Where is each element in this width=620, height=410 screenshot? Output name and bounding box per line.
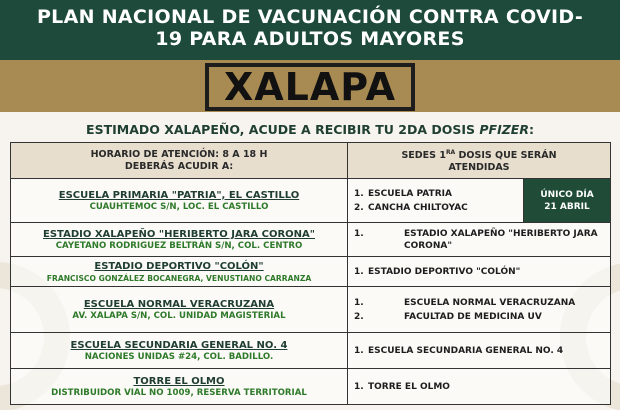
- header-text-post: DOSIS QUE SERÁN: [455, 150, 557, 162]
- item-text: ESTADIO XALAPEÑO "HERIBERTO JARA CORONA": [404, 228, 598, 251]
- header-text-pre: SEDES 1: [401, 150, 446, 162]
- site-name: TORRE EL OLMO: [133, 375, 225, 387]
- site-address: FRANCISCO GONZÁLEZ BOCANEGRA, VENUSTIANO CARRANZA: [46, 273, 312, 283]
- table-row: [11, 333, 611, 369]
- intro-message: ESTIMADO XALAPEÑO, ACUDE A RECIBIR TU 2DA DOSIS: [86, 122, 476, 137]
- schedule-header: [11, 143, 348, 179]
- badge-line2: 21 ABRIL: [544, 201, 590, 212]
- site-address: DISTRIBUIDOR VIAL NO 1009, RESERVA TERRITORIAL: [51, 387, 307, 398]
- item-text: ESCUELA NORMAL VERACRUZANA: [404, 297, 576, 308]
- site-address: CAYETANO RODRIGUEZ BELTRÁN S/N, COL. CENTRO: [55, 240, 303, 251]
- item-text: ESTADIO DEPORTIVO "COLÓN": [368, 266, 521, 277]
- intro-text: [0, 122, 620, 137]
- item-number: 1.: [354, 297, 364, 308]
- item-number: 1.: [354, 188, 364, 199]
- previous-sites-cell: [348, 333, 611, 369]
- site-name: ESCUELA PRIMARIA "PATRIA", EL CASTILLO: [58, 189, 300, 201]
- site-cell: [11, 179, 348, 223]
- table-row: [11, 369, 611, 405]
- table-row: [11, 179, 611, 223]
- item-number: 2.: [354, 202, 364, 213]
- site-address: NACIONES UNIDAS #24, COL. BADILLO.: [84, 351, 274, 362]
- city-title: XALAPA: [205, 63, 415, 111]
- site-address: AV. XALAPA S/N, COL. UNIDAD MAGISTERIAL: [72, 310, 286, 321]
- previous-sites-header-line2: ATENDIDAS: [448, 162, 510, 174]
- item-text: ESCUELA SECUNDARIA GENERAL NO. 4: [368, 345, 564, 356]
- sites-table: [10, 142, 611, 405]
- schedule-header-line1: HORARIO DE ATENCIÓN: 8 A 18 H: [90, 148, 268, 160]
- item-number: 1.: [354, 228, 364, 239]
- item-text: FACULTAD DE MEDICINA UV: [404, 311, 542, 322]
- site-address: CUAUHTEMOC S/N, LOC. EL CASTILLO: [89, 201, 269, 212]
- site-name: ESCUELA NORMAL VERACRUZANA: [83, 298, 275, 310]
- previous-sites-cell: [348, 223, 611, 257]
- intro-suffix: :: [528, 122, 534, 137]
- table-row: [11, 223, 611, 257]
- site-name: ESTADIO XALAPEÑO "HERIBERTO JARA CORONA": [43, 228, 315, 240]
- table-row: [11, 287, 611, 333]
- previous-sites-cell: [348, 369, 611, 405]
- item-number: 1.: [354, 345, 364, 356]
- header-title-line2: 19 PARA ADULTOS MAYORES: [155, 28, 465, 50]
- list-item: [354, 345, 604, 357]
- site-cell: [11, 287, 348, 333]
- previous-sites-header: [348, 143, 611, 179]
- site-cell: [11, 223, 348, 257]
- item-text: CANCHA CHILTOYAC: [368, 202, 468, 213]
- previous-sites-cell: [348, 287, 611, 333]
- item-text: ESCUELA PATRIA: [368, 188, 452, 199]
- list-item: [354, 381, 604, 393]
- table-header-row: [11, 143, 611, 179]
- site-name: ESTADIO DEPORTIVO "COLÓN": [94, 260, 264, 272]
- header-title-line1: PLAN NACIONAL DE VACUNACIÓN CONTRA COVID-: [36, 6, 584, 28]
- site-cell: [11, 257, 348, 287]
- header-superscript: RA: [445, 148, 456, 156]
- page-header: [0, 0, 620, 60]
- list-item: [354, 266, 604, 278]
- list-item: [354, 311, 604, 323]
- badge-line1: ÚNICO DÍA: [540, 189, 594, 200]
- table-row: [11, 257, 611, 287]
- vaccine-brand: PFIZER: [479, 122, 529, 137]
- previous-sites-cell: [348, 179, 524, 223]
- site-name: ESCUELA SECUNDARIA GENERAL NO. 4: [70, 339, 288, 351]
- list-item: [354, 228, 604, 252]
- site-cell: [11, 333, 348, 369]
- single-day-badge: [524, 179, 611, 223]
- previous-sites-cell: [348, 257, 611, 287]
- schedule-header-line2: DEBERÁS ACUDIR A:: [124, 160, 234, 172]
- site-cell: [11, 369, 348, 405]
- previous-sites-header-line1: [348, 147, 610, 162]
- list-item: [354, 188, 517, 200]
- list-item: [354, 202, 517, 214]
- item-number: 2.: [354, 311, 364, 322]
- list-item: [354, 297, 604, 309]
- item-number: 1.: [354, 266, 364, 277]
- item-text: TORRE EL OLMO: [368, 381, 450, 392]
- item-number: 1.: [354, 381, 364, 392]
